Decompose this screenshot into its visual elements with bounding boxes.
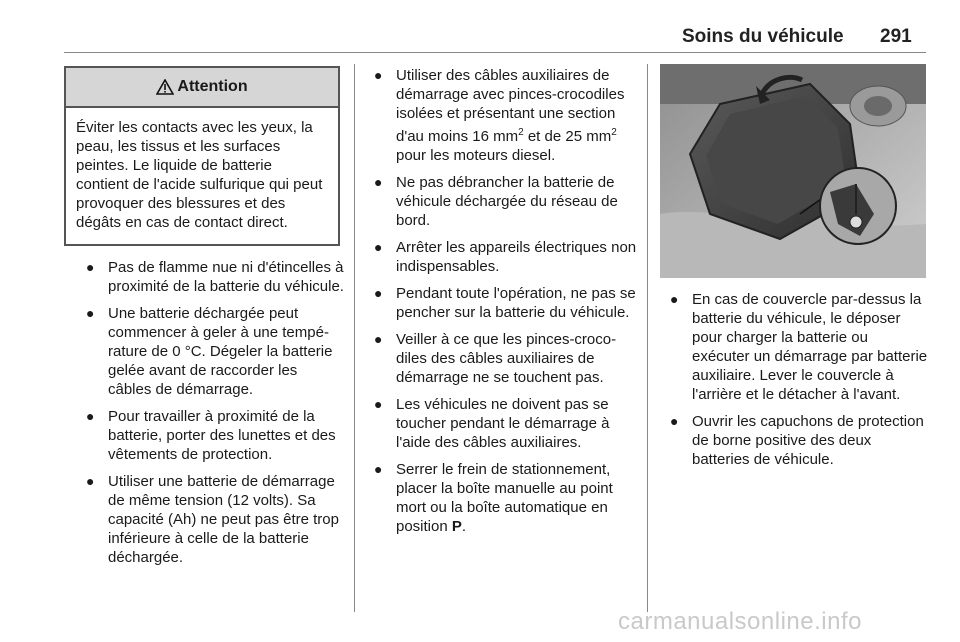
list-item — [84, 472, 344, 567]
bullet-icon: ● — [374, 285, 383, 301]
list-item-text: Ouvrir les capuchons de protection de borne positive des deux batteries de véhicule. — [692, 413, 924, 468]
bullet-icon: ● — [374, 396, 383, 412]
list-item-text: En cas de couvercle par-dessus la batterie du véhicule, le déposer pour charger la batterie ou exécuter un démarrage par batterie auxiliaire. Lever le couvercle à l'arrière et le détacher à l'avant. — [692, 291, 928, 403]
attention-box — [64, 66, 340, 246]
page-header-title: Soins du véhicule — [682, 26, 844, 47]
list-item — [668, 290, 928, 404]
list-item — [372, 395, 638, 452]
list-item — [372, 460, 638, 536]
list-item-text: Utiliser des câbles auxiliaires de démarrage avec pinces-crocodiles isolées et présentant une section d'au moins 16 $mm^2$ et de 25 $mm^2$ pour les moteurs diesel. — [396, 67, 625, 164]
warning-triangle-icon — [156, 79, 174, 95]
watermark: carmanualsonline.info — [618, 608, 862, 635]
list-item — [372, 66, 638, 165]
bullet-icon: ● — [374, 331, 383, 347]
list-item — [84, 258, 344, 296]
list-item — [84, 304, 344, 399]
list-item-text: Une batterie déchargée peut commencer à geler à une température de 0 °C. Dégeler la batterie gelée avant de raccorder les câbles de démarrage. — [108, 305, 333, 398]
list-item — [668, 412, 928, 469]
header-rule — [64, 52, 926, 53]
battery-cover-illustration — [660, 64, 926, 278]
attention-header — [66, 68, 338, 108]
list-item-text: Arrêter les appareils électriques non indispensables. — [396, 239, 637, 275]
column-2 — [372, 66, 638, 544]
bullet-icon: ● — [86, 473, 95, 489]
column-divider-1 — [354, 64, 355, 612]
battery-cover-photo — [660, 64, 926, 278]
list-item-text: Utiliser une batterie de démarrage de même tension (12 volts). Sa capacité (Ah) ne peut pas être trop inférieure à celle de la batterie déchargée. — [108, 473, 339, 566]
list-item-text: Les véhicules ne doivent pas se toucher pendant le démarrage à l'aide des câbles auxiliaires. — [396, 396, 610, 451]
column-3 — [668, 290, 928, 477]
list-item — [372, 284, 638, 322]
list-item — [372, 238, 638, 276]
bullet-icon: ● — [374, 239, 383, 255]
column-1 — [84, 258, 344, 575]
list-item-text: Veiller à ce que les pinces-crocodiles des câbles auxiliaires de démarrage ne se touchent pas. — [396, 331, 617, 386]
list-item — [372, 173, 638, 230]
list-item-text: Ne pas débrancher la batterie de véhicule déchargée du réseau de bord. — [396, 174, 618, 229]
column-divider-2 — [647, 64, 648, 612]
bullet-icon: ● — [374, 174, 383, 190]
list-item-text: Pendant toute l'opération, ne pas se pencher sur la batterie du véhicule. — [396, 285, 636, 321]
page-number: 291 — [880, 26, 912, 47]
bullet-icon: ● — [86, 408, 95, 424]
list-item — [84, 407, 344, 464]
list-item — [372, 330, 638, 387]
attention-text: Éviter les contacts avec les yeux, la peau, les tissus et les surfaces peintes. Le liquide de batterie contient de l'acide sulfurique qui peut provoquer des blessures et des dégâts en cas de contact direct. — [76, 119, 323, 231]
list-item-text: Pas de flamme nue ni d'étincelles à proximité de la batterie du véhicule. — [108, 259, 344, 295]
attention-title: Attention — [177, 78, 248, 95]
bullet-icon: ● — [86, 259, 95, 275]
list-item-text: Pour travailler à proximité de la batterie, porter des lunettes et des vêtements de protection. — [108, 408, 336, 463]
bullet-icon: ● — [374, 461, 383, 477]
bullet-icon: ● — [86, 305, 95, 321]
bullet-icon: ● — [670, 291, 679, 307]
bullet-icon: ● — [374, 67, 383, 83]
bullet-icon: ● — [670, 413, 679, 429]
list-item-text: Serrer le frein de stationnement, placer la boîte manuelle au point mort ou la boîte automatique en position P. — [396, 461, 613, 535]
